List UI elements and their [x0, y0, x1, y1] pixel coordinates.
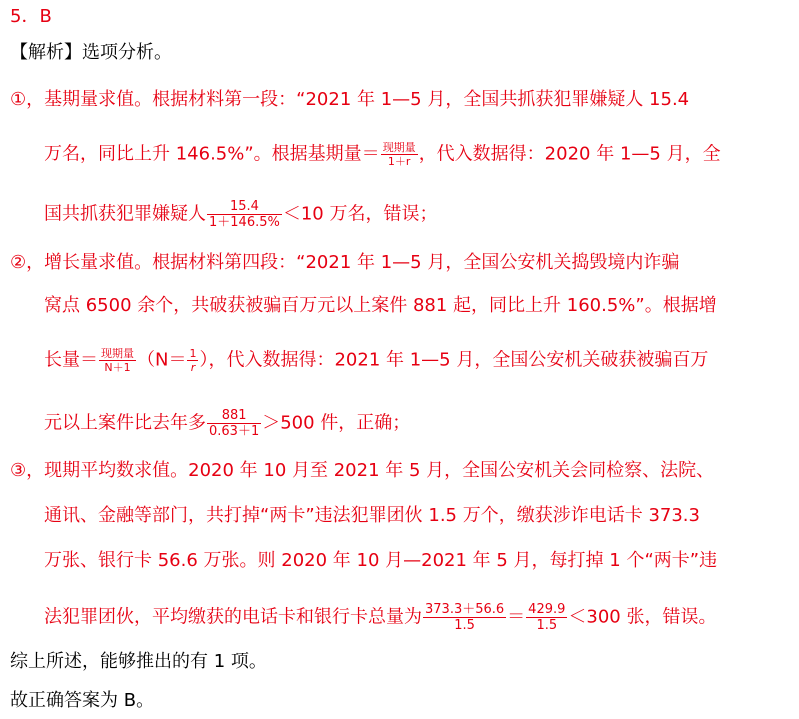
- frac-numerator: 373.3＋56.6: [425, 602, 505, 617]
- item2-line4: [44, 408, 410, 439]
- analysis-intro: 选项分析。: [82, 42, 172, 63]
- frac-denominator: 1.5: [536, 618, 558, 633]
- item3-line4a: 法犯罪团伙，平均缴获的电话卡和银行卡总量为: [44, 606, 422, 628]
- frac-numerator: 1: [189, 347, 197, 360]
- item1-line2: [44, 141, 721, 168]
- item2-line3b: （N＝: [137, 349, 187, 371]
- item1-formula-base: [381, 141, 418, 168]
- frac-denominator: N＋1: [104, 361, 131, 374]
- frac-denominator: 0.63＋1: [209, 424, 260, 439]
- question-number: 5．B: [10, 6, 52, 27]
- item1-calc: [207, 199, 282, 230]
- item2-formula-growth: [99, 347, 136, 374]
- analysis-label: 【解析】: [10, 42, 82, 63]
- item1-line3b: ＜10 万名，错误；: [282, 203, 438, 225]
- frac-numerator: 现期量: [101, 347, 134, 360]
- item3-calc-result: [526, 602, 567, 633]
- item2-line3c: ），代入数据得：2021 年 1—5 月，全国公安机关破获被骗百万: [199, 349, 709, 371]
- item3-line1: ③，现期平均数求值。2020 年 10 月至 2021 年 5 月，全国公安机关会同检察、法院、: [10, 460, 715, 481]
- summary: 综上所述，能够推出的有 1 项。: [10, 651, 267, 672]
- analysis-heading: [10, 42, 172, 64]
- frac-denominator: 1＋146.5%: [209, 215, 280, 230]
- item2-line3: [44, 347, 708, 374]
- frac-denominator: 1.5: [454, 618, 475, 633]
- item1-line3: [44, 199, 437, 230]
- frac-numerator: 现期量: [382, 141, 416, 154]
- item3-eq: ＝: [507, 606, 526, 628]
- item3-line2: 通讯、金融等部门，共打掉“两卡”违法犯罪团伙 1.5 万个，缴获涉诈电话卡 373.3: [44, 505, 700, 526]
- frac-numerator: 429.9: [528, 602, 566, 617]
- item2-line4a: 元以上案件比去年多: [44, 412, 206, 434]
- frac-numerator: 15.4: [207, 199, 282, 215]
- item2-line3a: 长量＝: [44, 349, 98, 371]
- item1-line1: ①，基期量求值。根据材料第一段：“2021 年 1—5 月，全国共抓获犯罪嫌疑人 15.4: [10, 89, 690, 110]
- item3-line4: [44, 602, 716, 633]
- item1-line2b: ，代入数据得：2020 年 1—5 月，全: [418, 143, 721, 165]
- item2-formula-n: [187, 347, 198, 374]
- item2-line4b: ＞500 件，正确；: [262, 412, 411, 434]
- final-answer: 故正确答案为 B。: [10, 690, 155, 711]
- item3-calc-sum: [423, 602, 506, 633]
- item3-line4b: ＜300 张，错误。: [568, 606, 717, 628]
- frac-numerator: 881: [207, 408, 261, 424]
- item1-line3a: 国共抓获犯罪嫌疑人: [44, 203, 206, 225]
- frac-denominator: 1＋r: [387, 155, 411, 168]
- item2-calc: [207, 408, 261, 439]
- item2-line1: ②，增长量求值。根据材料第四段：“2021 年 1—5 月，全国公安机关捣毁境内诈骗: [10, 252, 680, 273]
- item1-line2a: 万名，同比上升 146.5%”。根据基期量＝: [44, 143, 380, 165]
- frac-denominator: r: [190, 361, 196, 374]
- item3-line3: 万张、银行卡 56.6 万张。则 2020 年 10 月—2021 年 5 月，每打掉 1 个“两卡”违: [44, 550, 718, 571]
- item2-line2: 窝点 6500 余个，共破获被骗百万元以上案件 881 起，同比上升 160.5%”。根据增: [44, 295, 717, 316]
